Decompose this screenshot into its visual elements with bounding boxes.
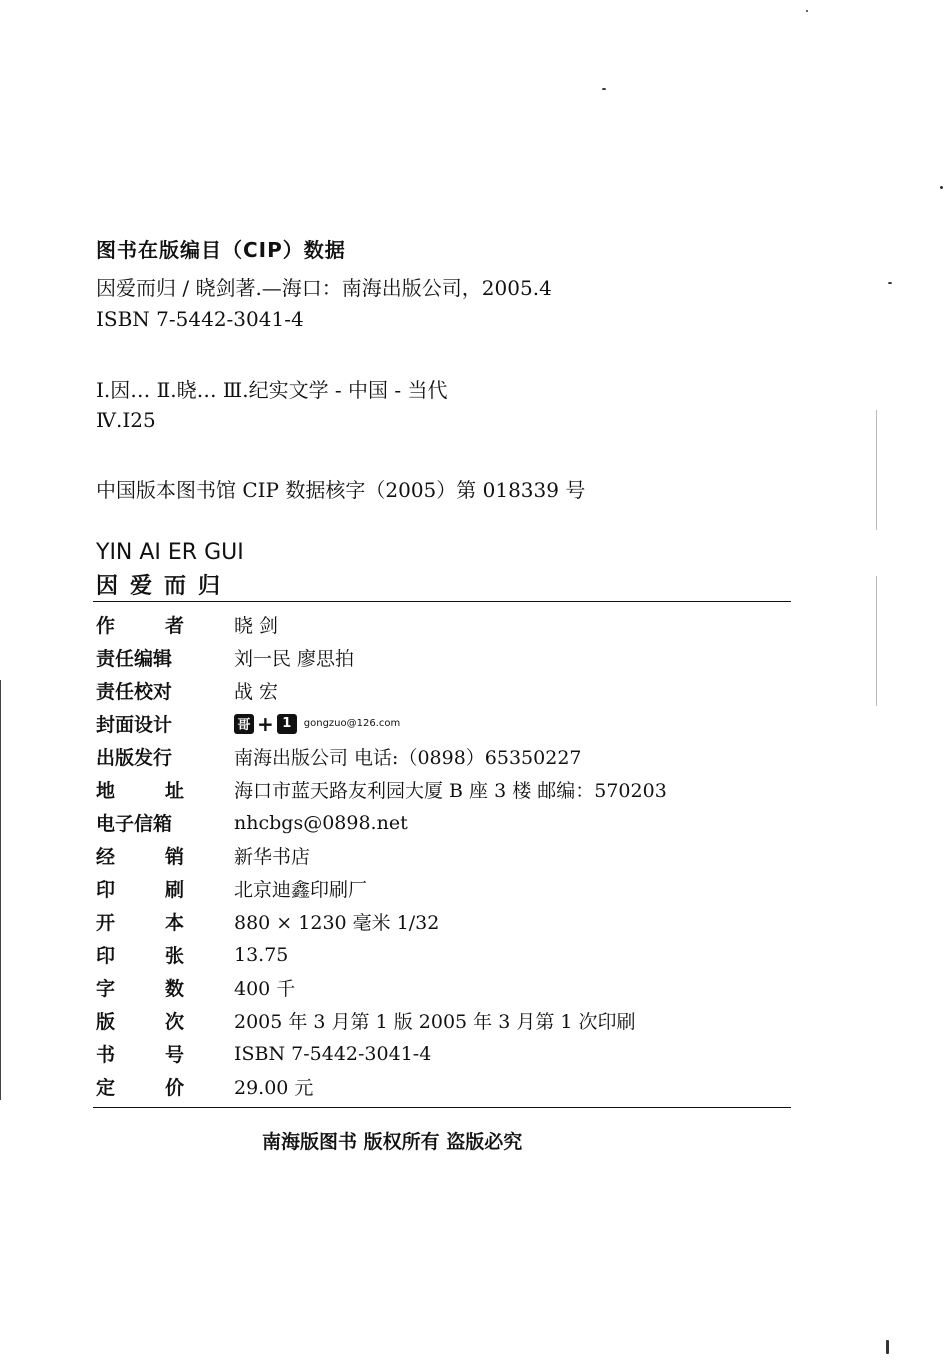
info-label: 印 张 [96,945,184,967]
info-label: 责任编辑 [96,648,173,670]
scan-speck [940,186,943,189]
info-value: 29.00 元 [234,1077,314,1099]
book-title-pinyin: YIN AI ER GUI [96,540,244,565]
info-row-email [96,806,786,839]
info-row-printer [96,872,786,905]
scan-speck [806,10,808,12]
designer-logo-left-icon: 哥 [234,714,254,734]
info-label: 电子信箱 [96,813,173,835]
info-label: 经 销 [96,846,184,868]
cip-record-line: 中国版本图书馆 CIP 数据核字（2005）第 018339 号 [96,478,586,502]
cip-subject-line: Ⅰ.因… Ⅱ.晓… Ⅲ.纪实文学 - 中国 - 当代 [96,378,448,402]
info-label: 字 数 [96,978,184,1000]
designer-logo [234,711,786,736]
info-value: 13.75 [234,943,289,966]
info-row-address [96,773,786,806]
info-value: ISBN 7-5442-3041-4 [234,1042,432,1065]
info-row-format [96,905,786,938]
info-value: 新华书店 [234,846,311,868]
info-value: 刘一民 廖思拍 [234,648,355,670]
info-row-edition [96,1004,786,1037]
scan-speck [886,1340,889,1354]
info-value: 400 千 [234,978,296,1000]
info-row-distributor [96,839,786,872]
info-value: 南海出版公司 电话:（0898）65350227 [234,747,582,769]
info-value: 2005 年 3 月第 1 版 2005 年 3 月第 1 次印刷 [234,1011,636,1033]
info-row-isbn [96,1037,786,1070]
info-label: 开 本 [96,912,184,934]
copyright-notice: 南海版图书 版权所有 盗版必究 [262,1131,523,1153]
info-label: 地 址 [96,780,184,802]
bottom-rule [93,1107,791,1108]
info-value [234,707,786,740]
cip-title-line: 因爱而归 / 晓剑著.—海口：南海出版公司，2005.4 [96,276,552,300]
info-row-publisher [96,740,786,773]
info-label: 定 价 [96,1077,184,1099]
info-row-words [96,971,786,1004]
info-value: 北京迪鑫印刷厂 [234,879,368,901]
info-row-author [96,608,786,641]
info-value: 战 宏 [234,681,279,703]
cip-isbn-line: ISBN 7-5442-3041-4 [96,307,304,331]
info-row-proofreader [96,674,786,707]
info-label: 出版发行 [96,747,173,769]
info-label: 封面设计 [96,714,173,736]
scan-line [876,410,877,530]
top-rule [93,601,791,602]
info-value: 晓 剑 [234,615,279,637]
info-label: 版 次 [96,1011,184,1033]
cip-class-line: Ⅳ.I25 [96,408,156,432]
cip-heading: 图书在版编目（CIP）数据 [96,238,346,262]
info-row-sheets [96,938,786,971]
scan-line [876,576,877,706]
info-row-price [96,1070,786,1103]
info-value: 海口市蓝天路友利园大厦 B 座 3 楼 邮编：570203 [234,780,667,802]
designer-logo-right-icon: 1 [277,714,297,734]
designer-email: gongzuo@126.com [303,718,401,729]
scan-edge [0,680,1,1100]
scan-speck [602,88,606,90]
info-label: 责任校对 [96,681,173,703]
scan-speck [888,282,892,284]
book-title-chinese: 因爱而归 [96,574,233,599]
info-label: 书 号 [96,1044,184,1066]
info-row-cover-design [96,707,786,740]
info-label: 作 者 [96,615,184,637]
info-value: 880 × 1230 毫米 1/32 [234,912,440,934]
info-value: nhcbgs@0898.net [234,811,408,834]
publication-info-table [96,608,786,1103]
info-label: 印 刷 [96,879,184,901]
info-row-editor [96,641,786,674]
designer-logo-plus: + [257,711,274,736]
